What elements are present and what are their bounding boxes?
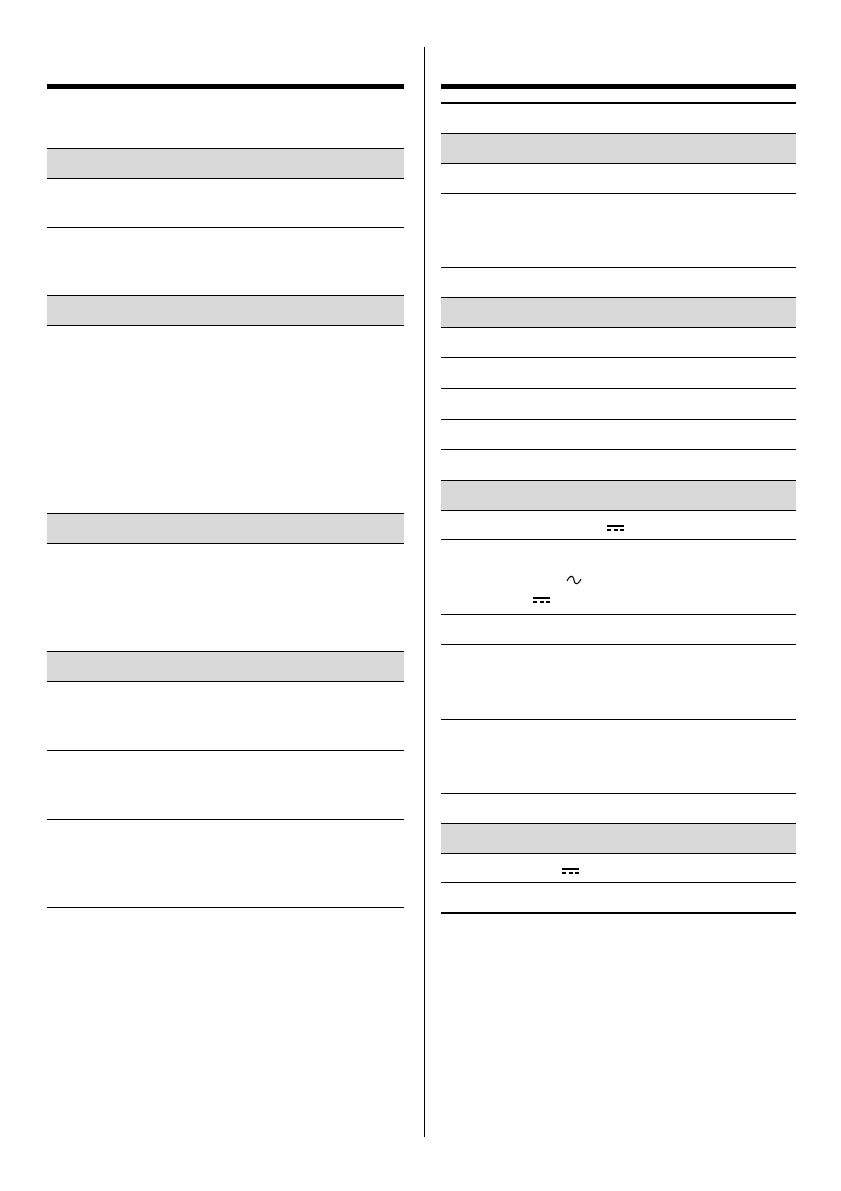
left-section-4-end-rule: [47, 907, 404, 908]
right-section-2-row-rule: [441, 419, 796, 420]
right-section-3-end-rule: [441, 793, 796, 794]
left-section-1-header: [47, 148, 404, 179]
ac-symbol-icon: [566, 575, 582, 585]
right-section-2-header: [441, 297, 796, 328]
left-section-2-header: [47, 295, 404, 326]
column-divider: [424, 47, 425, 1137]
left-section-1-row-rule: [47, 227, 404, 228]
right-section-3-row-rule: [441, 719, 796, 720]
right-section-4-row-rule: [441, 882, 796, 883]
right-section-2-end-rule: [441, 449, 796, 450]
dc-symbol-icon: [607, 524, 624, 532]
left-title-rule: [47, 84, 404, 89]
right-section-3-row-rule: [441, 644, 796, 645]
right-section-3-header: [441, 480, 796, 511]
dc-symbol-icon: [533, 596, 550, 604]
left-section-4-row-rule: [47, 750, 404, 751]
right-section-4-end-rule: [441, 912, 796, 914]
right-section-3-row-rule: [441, 539, 796, 540]
right-section-3-row-rule: [441, 614, 796, 615]
right-section-4-header: [441, 823, 796, 854]
right-section-2-row-rule: [441, 388, 796, 389]
left-section-4-header: [47, 651, 404, 682]
right-title-rule: [441, 84, 796, 89]
right-section-1-row-rule: [441, 193, 796, 194]
right-title-underline: [441, 102, 796, 104]
right-section-2-row-rule: [441, 357, 796, 358]
right-section-1-end-rule: [441, 267, 796, 268]
dc-symbol-icon: [562, 867, 579, 875]
left-section-4-row-rule: [47, 819, 404, 820]
left-section-3-header: [47, 513, 404, 544]
right-section-1-header: [441, 133, 796, 164]
